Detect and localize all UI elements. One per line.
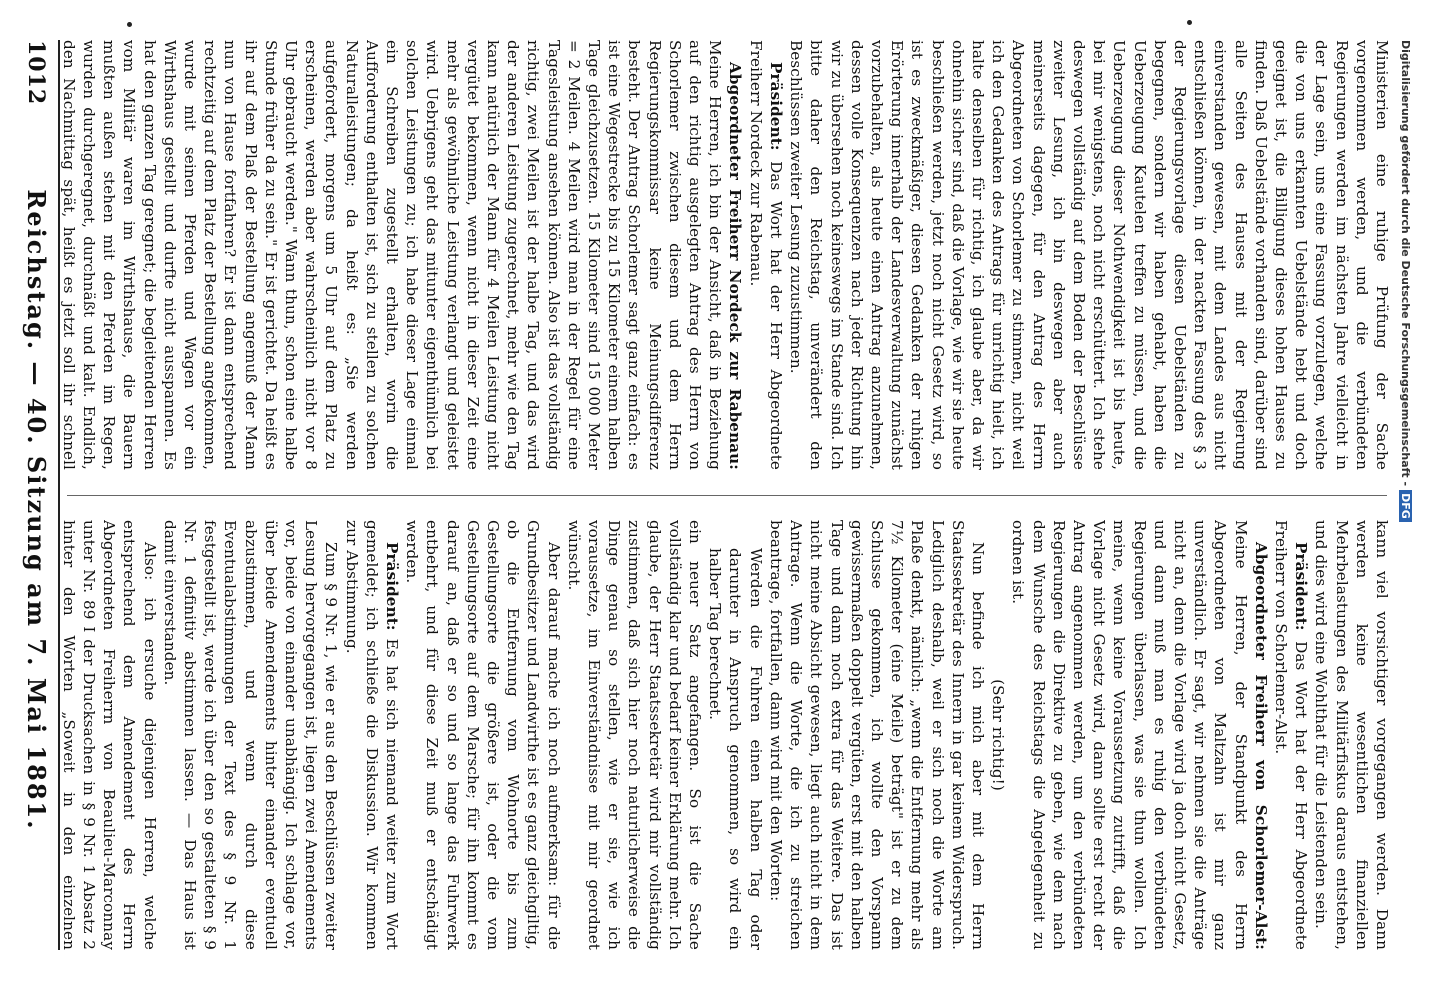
dfg-logo: DFG <box>1399 490 1412 522</box>
speech-text: Meine Herren, der Standpunkt des Herrn Abgeordneten von Maltzahn ist mir ganz unverständlich. Er sagt, wir nehmen sie die Anträge nicht an, denn die Vorlage wird ja doch nicht Gesetz, und dann muß man es ruhig den verbündeten Regierungen überlassen, was sie thun wollen. Ich meine, wenn keine Voraussetzung zutrifft, daß die Vorlage nicht Gesetz wird, dann sollte erst recht der Antrag angenommen werden, um den verbündeten Regierungen die Direktive zu geben, wie dem nach dem Wunsche des Reichstags die Angelegenheit zu ordnen ist. <box>1009 520 1250 950</box>
speech-paragraph <box>746 40 786 470</box>
page-header <box>17 40 57 980</box>
speech-paragraph <box>1008 520 1271 950</box>
credit-text: Digitalisierung gefördert durch die Deutsche Forschungsgemeinschaft - <box>1399 40 1412 487</box>
left-text-column <box>57 40 1392 470</box>
text-paragraph: Aber darauf mache ich noch aufmerksam: für die Grundbesitzer und Landwirthe ist es ganz gleichgiltig, ob die Entfernung vom Wohnorte bis zum Gestellungsorte die größere ist, oder die vom Gestellungsorte auf dem Marsche; für ihn kommt es darauf an, daß er so und so lange das Fuhrwerk entbehrt, und für diese Zeit muß er entschädigt werden. <box>403 520 563 950</box>
speech-text: Meine Herren, ich bin der Ansicht, daß in Beziehung auf den richtig ausgelegten Antrag des Herrn von Schorlemer zwischen diesem und dem Herrn Regierungskommissar keine Meinungsdifferenz besteht. Der Antrag Schorlemer sagt ganz einfach: es ist eine Wegestrecke bis zu 15 Kilometer einem halben Tage gleichzusetzen. 15 Kilometer sind 15 000 Meter = 2 Meilen. 4 Meilen wird man in der Regel für eine Tagesleistung ansehen können. Also ist das vollständig richtig, zwei Meilen ist der halbe Tag, und das wird der anderen Leistung zugerechnet, mehr wie den Tag kann natürlich der Mann für 4 Meilen Leistung nicht vergütet bekommen, wenn nicht in dieser Zeit eine mehr als gewöhnliche Leistung verlangt und geleistet wird. Uebrigens geht das mitunter eigenthümlich bei solchen Leistungen zu; ich habe dieser Lage einmal ein Schreiben zugestellt erhalten, worin die Aufforderung enthalten ist, sich zu stellen zu solchen Naturalleistungen; da heißt es: „Sie werden aufgefordert, morgens um 5 Uhr auf dem Platz zu erscheinen, werden aber wahrscheinlich nicht vor 8 Uhr gebraucht werden." Wann thun, schon eine halbe Stunde früher da zu sein." Er ist gerichtet. Da heißt es ihr auf dem Plaß der Bestellung angemuß der Mann nun von Hause fortfahren? Er ist dann entsprechend rechtzeitig auf dem Platz der Bestellung angekommen, wurde mit seinen Pferden und Wagen vor ein Wirthshaus gestellt und durfte nicht ausspannen. Es hat den ganzen Tag geregnet; die begleitenden Herren vom Militär waren im Wirthshause, die Bauern mußten außen stehen mit den Pferden im Regen, wurden durchgeregnet, durchnäßt und kalt. Endlich, den Nachmittag spät, heißt es jetzt soll ihr schnell <box>59 40 725 470</box>
header-rule <box>58 40 60 950</box>
right-text-column <box>57 520 1392 950</box>
column-divider <box>67 495 1387 496</box>
page-number: 1012 <box>23 40 49 106</box>
scan-speck <box>127 22 132 27</box>
text-paragraph: kann viel vorsichtiger vorgegangen werden. Dann werden keine wesentlichen finanziellen Mehrbelastungen des Militärfiskus daraus entstehen, und dies wird eine Wohlthat für die Leistenden sein. <box>1312 520 1391 950</box>
text-paragraph: Werden die Fuhren einen halben Tag oder darunter in Anspruch genommen, so wird ein halber Tag berechnet. <box>706 548 765 950</box>
speaker-name: Präsident: <box>383 542 402 631</box>
page-title: Reichstag. — 40. Sitzung am 7. Mai 1881. <box>22 189 51 831</box>
digitization-credit <box>1399 40 1412 522</box>
speech-text: Das Wort hat der Herr Abgeordnete Freiherr von Schorlemer-Alst. <box>1271 520 1311 950</box>
interjection: (Sehr richtig!) <box>989 679 1008 791</box>
speech-text: Das Wort hat der Herr Abgeordnete Freiherr Nordeck zur Rabenau. <box>746 40 785 470</box>
speech-paragraph <box>341 520 402 950</box>
speaker-name: Präsident: <box>766 62 785 151</box>
speaker-name: Abgeordneter Freiherr Nordeck zur Rabenau: <box>726 62 745 470</box>
speech-paragraph <box>57 40 746 470</box>
text-paragraph: Zum § 9 Nr. 1, wie er aus den Beschlüssen zweiter Lesung hervorgegangen ist, liegen zwei Amendements vor, beide von einander unabhängig. Ich schlage vor, über beide Amendements hinter einander eventuell abzustimmen, und wenn durch diese Eventualabstimmungen der Text des § 9 Nr. 1 festgestellt ist, werde ich über den so gestalteten § 9 Nr. 1 definitiv abstimmen lassen. — Das Haus ist damit einverstanden. <box>160 520 341 950</box>
text-paragraph: Also: ich ersuche diejenigen Herren, welche entsprechend dem Amendement des Herrn Abgeordneten Freiherrn von Beaulieu-Marconnay unter Nr. 89 I der Drucksachen in § 9 Nr. 1 Absatz 2 hinter den Worten „Soweit in den einzelnen <box>59 520 159 950</box>
text-paragraph: Ministerien eine ruhige Prüfung der Sache vorgenommen werden, und die verbündeten Regierungen werden im nächsten Jahre vielleicht in der Lage sein, uns eine Fassung vorzulegen, welche die von uns erkannten Uebelstände hebt und doch geeignet ist, die Billigung dieses hohen Hauses zu finden. Daß Uebelstände vorhanden sind, darüber sind alle Seiten des Hauses mit der Regierung einverstanden gewesen, mit dem Landes aus nicht entschließen können, in der nackten Fassung des § 3 der Regierungsvorlage diesen Uebelständen zu begegnen, sondern wir haben gehabt, haben die Ueberzeugung Kautelen treffen zu müssen, und die Ueberzeugung dieser Nothwendigkeit ist bis heute, bei mir wenigstens, noch nicht erschüttert. Ich stehe deswegen vollständig auf dem Boden der Beschlüsse zweiter Lesung, ich bin deswegen aber auch meinerseits dagegen, für den Antrag des Herrn Abgeordneten von Schorlemer zu stimmen, nicht weil ich den Gedanken des Antrags für unrichtig hielt, ich halte denselben für richtig, ich glaube aber, da wir ohnehin sicher sind, daß die Vorlage, wie wir sie heute beschließen werden, jetzt noch nicht Gesetz wird, so ist es zweckmäßiger, diesen Gedanken der ruhigen Erörterung innerhalb der Landesverwaltung zunächst vorzubehalten, als heute einen Antrag anzunehmen, dessen volle Konsequenzen nach jeder Richtung hin wir zu übersehen noch keineswegs im Stande sind. Ich bitte daher den Reichstag, unverändert den Beschlüssen zweiter Lesung zuzustimmen. <box>787 40 1391 470</box>
text-paragraph: ein neuer Satz angefangen. So ist die Sache vollständig klar und bedarf keiner Erklärung mehr. Ich glaube, der Herr Staatssekretär wird mir vollständig zustimmen, daß sich hier noch naturlicherweise die Dinge genau so stellen, wie er sie, wie ich voraussetze, im Einverständnisse mit mir geordnet wünscht. <box>564 520 705 950</box>
speech-text: Es hat sich niemand weiter zum Wort gemeldet; ich schließe die Diskussion. Wir kommen zur Abstimmung. <box>342 520 402 950</box>
speaker-name: Abgeordneter Freiherr von Schorlemer-Alst: <box>1251 542 1270 950</box>
text-paragraph: Nun befinde ich mich aber mit dem Herrn Staatssekretär des Innern in gar keinem Widerspruch. Lediglich deshalb, weil er sich noch die Worte am Plaße denkt, nämlich: „wenn die Entfernung mehr als 7½ Kilometer (eine Meile) beträgt" ist er zu dem Schlusse gekommen, ich wollte den Vorspann gewissermaßen doppelt vergüten, erst mit den halben Tage und dann noch extra für das Weitere. Das ist nicht meine Absicht gewesen, liegt auch nicht in dem Antrage. Wenn die Worte, die ich zu streichen beantrage, fortfallen, dann wird mit den Worten: <box>766 520 987 950</box>
speech-paragraph <box>1271 520 1311 950</box>
scan-speck <box>1187 20 1192 25</box>
speaker-name: Präsident: <box>1292 542 1311 631</box>
